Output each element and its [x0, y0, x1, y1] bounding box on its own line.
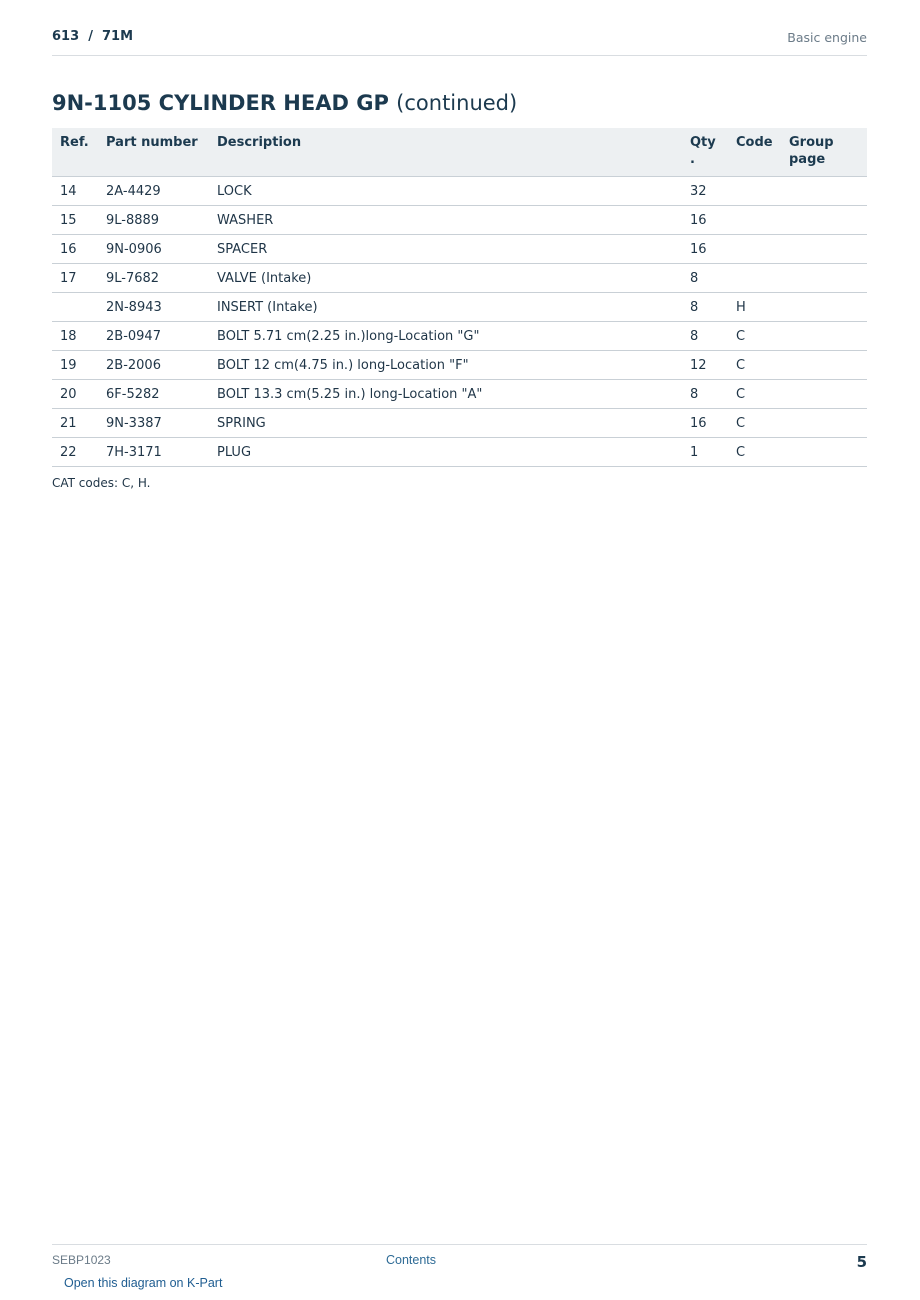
cell-description: INSERT (Intake): [209, 293, 682, 322]
cell-qty: 16: [682, 206, 728, 235]
page-header: [52, 28, 867, 56]
cell-part-number: 2A-4429: [98, 177, 209, 206]
cat-codes-note: CAT codes: C, H.: [52, 476, 151, 490]
cell-group-page: [781, 177, 867, 206]
table-row: [52, 206, 867, 235]
open-on-kpart-link[interactable]: Open this diagram on K-Part: [64, 1276, 223, 1290]
cell-description: BOLT 13.3 cm(5.25 in.) long-Location "A": [209, 380, 682, 409]
column-header-group-page: Group page: [781, 128, 867, 177]
cell-group-page: [781, 409, 867, 438]
cell-part-number: 7H-3171: [98, 438, 209, 467]
cell-part-number: 2N-8943: [98, 293, 209, 322]
table-row: [52, 351, 867, 380]
model-id: 613 / 71M: [52, 29, 134, 44]
cell-description: SPRING: [209, 409, 682, 438]
cell-code: [728, 177, 781, 206]
table-row: [52, 322, 867, 351]
cell-code: [728, 206, 781, 235]
cell-ref: 22: [52, 438, 98, 467]
cell-code: [728, 235, 781, 264]
cell-ref: 20: [52, 380, 98, 409]
cell-part-number: 9N-3387: [98, 409, 209, 438]
cell-qty: 8: [682, 322, 728, 351]
page-title-main: 9N-1105 CYLINDER HEAD GP: [52, 91, 389, 115]
cell-part-number: 9N-0906: [98, 235, 209, 264]
cell-code: H: [728, 293, 781, 322]
table-row: [52, 293, 867, 322]
page-title-suffix: (continued): [396, 91, 518, 115]
cell-part-number: 2B-2006: [98, 351, 209, 380]
cell-description: LOCK: [209, 177, 682, 206]
cell-code: C: [728, 438, 781, 467]
cell-ref: 19: [52, 351, 98, 380]
document-number: SEBP1023: [52, 1253, 111, 1267]
cell-group-page: [781, 351, 867, 380]
table-row: [52, 438, 867, 467]
cell-part-number: 9L-8889: [98, 206, 209, 235]
cell-ref: [52, 293, 98, 322]
cell-ref: 16: [52, 235, 98, 264]
cell-description: BOLT 12 cm(4.75 in.) long-Location "F": [209, 351, 682, 380]
cell-ref: 21: [52, 409, 98, 438]
cell-qty: 16: [682, 235, 728, 264]
cell-qty: 8: [682, 380, 728, 409]
contents-link[interactable]: Contents: [386, 1253, 437, 1267]
cell-description: WASHER: [209, 206, 682, 235]
cell-group-page: [781, 264, 867, 293]
page-footer: [52, 1244, 867, 1275]
cell-qty: 8: [682, 264, 728, 293]
cell-qty: 1: [682, 438, 728, 467]
cell-group-page: [781, 293, 867, 322]
cell-qty: 12: [682, 351, 728, 380]
table-row: [52, 235, 867, 264]
column-header-qty: Qty .: [682, 128, 728, 177]
cell-qty: 32: [682, 177, 728, 206]
cell-qty: 8: [682, 293, 728, 322]
cell-part-number: 2B-0947: [98, 322, 209, 351]
cell-description: BOLT 5.71 cm(2.25 in.)long-Location "G": [209, 322, 682, 351]
column-header-ref: Ref.: [52, 128, 98, 177]
cell-part-number: 6F-5282: [98, 380, 209, 409]
cell-description: VALVE (Intake): [209, 264, 682, 293]
cell-group-page: [781, 206, 867, 235]
cell-description: SPACER: [209, 235, 682, 264]
cell-code: C: [728, 322, 781, 351]
cell-ref: 14: [52, 177, 98, 206]
page-number: 5: [856, 1253, 867, 1271]
cell-ref: 18: [52, 322, 98, 351]
table-row: [52, 380, 867, 409]
cell-description: PLUG: [209, 438, 682, 467]
column-header-part-number: Part number: [98, 128, 209, 177]
cell-code: [728, 264, 781, 293]
table-row: [52, 264, 867, 293]
page-title: [52, 89, 517, 117]
cell-group-page: [781, 322, 867, 351]
table-row: [52, 409, 867, 438]
cell-code: C: [728, 380, 781, 409]
cell-group-page: [781, 438, 867, 467]
table-row: [52, 177, 867, 206]
section-name: Basic engine: [787, 30, 867, 45]
cell-ref: 15: [52, 206, 98, 235]
cell-group-page: [781, 380, 867, 409]
cell-part-number: 9L-7682: [98, 264, 209, 293]
cell-qty: 16: [682, 409, 728, 438]
parts-table: [52, 128, 867, 467]
column-header-description: Description: [209, 128, 682, 177]
cell-ref: 17: [52, 264, 98, 293]
cell-code: C: [728, 409, 781, 438]
cell-group-page: [781, 235, 867, 264]
table-header-row: [52, 128, 867, 177]
cell-code: C: [728, 351, 781, 380]
column-header-code: Code: [728, 128, 781, 177]
